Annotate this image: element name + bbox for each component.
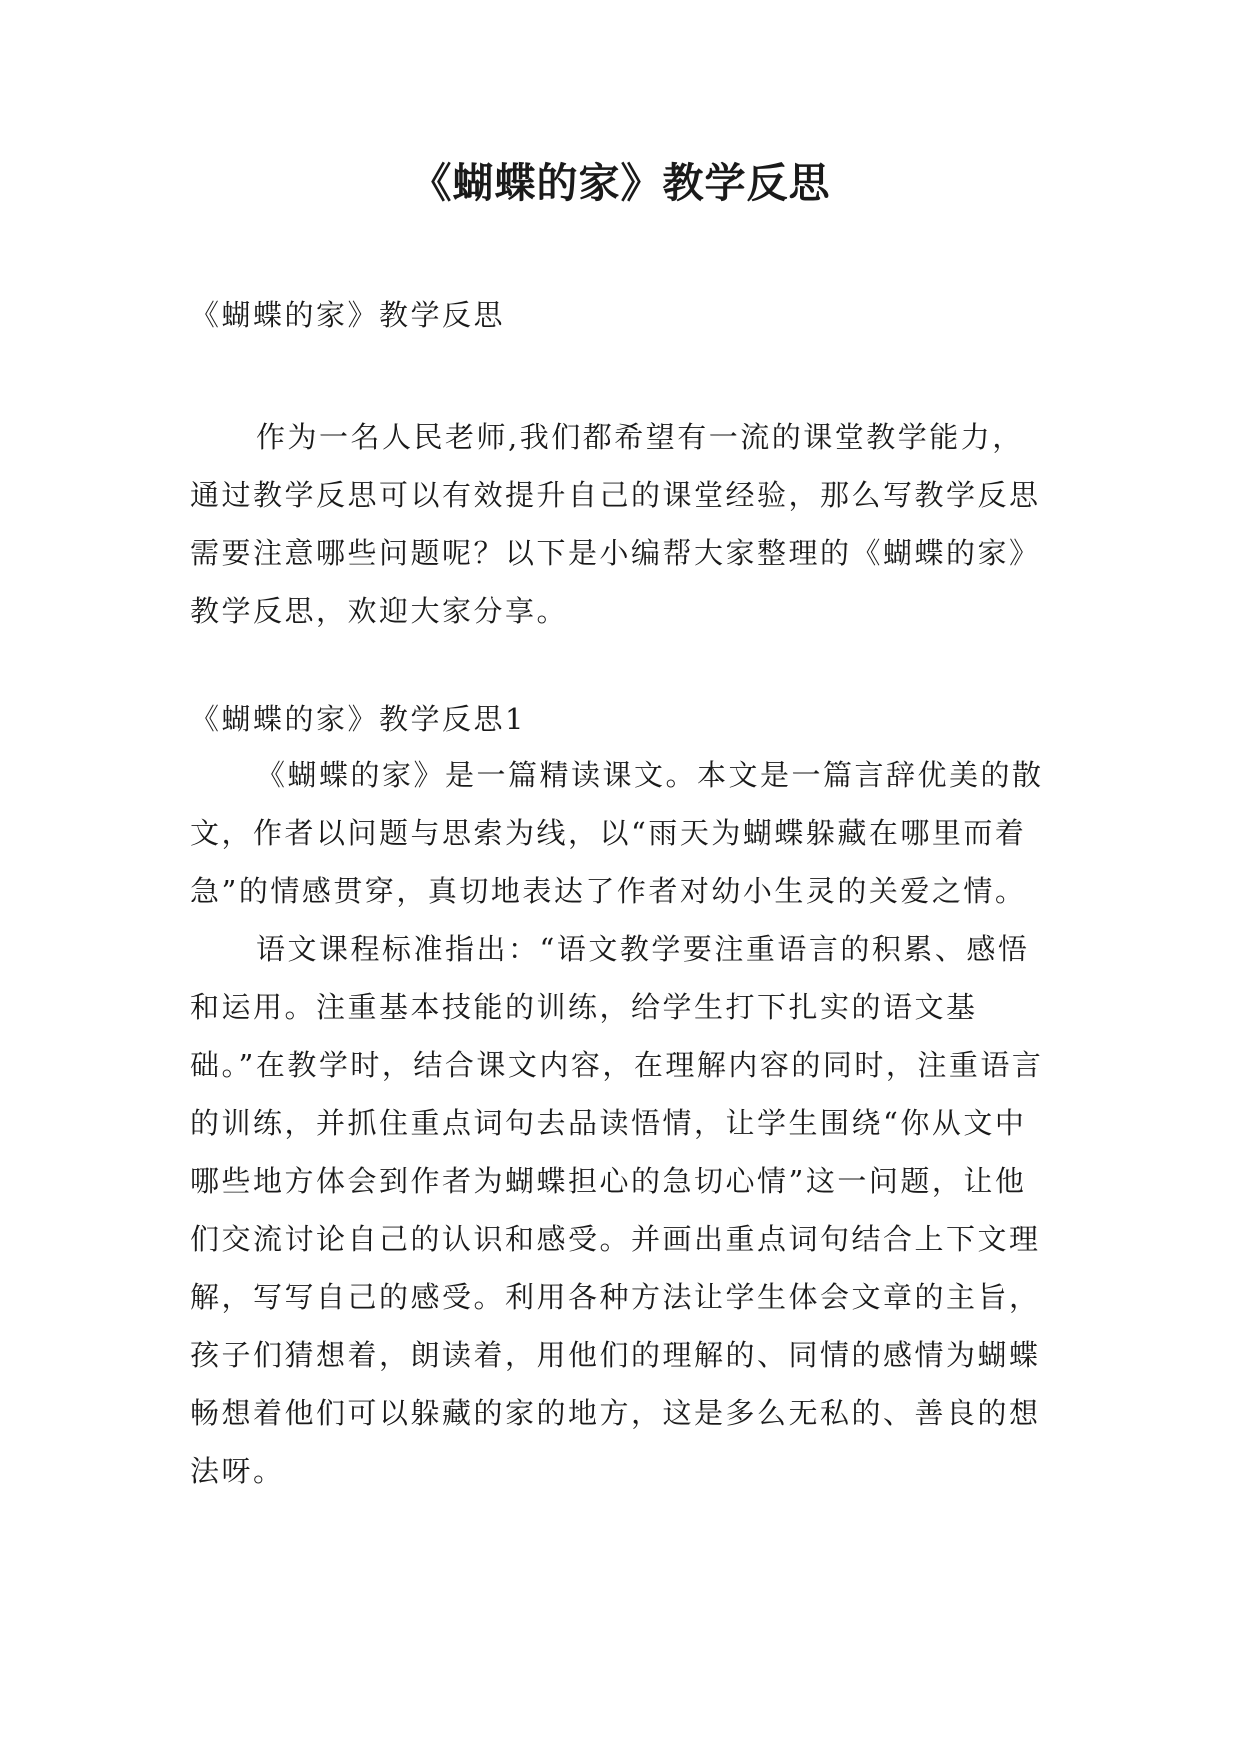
intro-paragraph: 作为一名人民老师,我们都希望有一流的课堂教学能力，通过教学反思可以有效提升自己的课堂经验，那么写教学反思需要注意哪些问题呢？以下是小编帮大家整理的《蝴蝶的家》教学反思，欢迎大家分享。 — [190, 420, 1041, 628]
section-body — [190, 746, 1052, 1500]
intro-block — [190, 408, 1052, 640]
section-heading-block — [190, 690, 1052, 748]
section-paragraph: 《蝴蝶的家》是一篇精读课文。本文是一篇言辞优美的散文，作者以问题与思索为线，以“雨天为蝴蝶躲藏在哪里而着急”的情感贯穿，真切地表达了作者对幼小生灵的关爱之情。 — [190, 758, 1044, 908]
document-subtitle: 《蝴蝶的家》教学反思 — [190, 298, 506, 332]
document-subtitle-block — [190, 286, 1052, 344]
document-title: 《蝴蝶的家》教学反思 — [410, 159, 831, 207]
section-heading: 《蝴蝶的家》教学反思1 — [190, 702, 526, 736]
section-paragraph: 语文课程标准指出：“语文教学要注重语言的积累、感悟和运用。注重基本技能的训练，给学生打下扎实的语文基础。”在教学时，结合课文内容，在理解内容的同时，注重语言的训练，并抓住重点词句去品读悟情，让学生围绕“你从文中哪些地方体会到作者为蝴蝶担心的急切心情”这一问题，让他们交流讨论自己的认识和感受。并画出重点词句结合上下文理解，写写自己的感受。利用各种方法让学生体会文章的主旨，孩子们猜想着，朗读着，用他们的理解的、同情的感情为蝴蝶畅想着他们可以躲藏的家的地方，这是多么无私的、善良的想法呀。 — [190, 932, 1044, 1488]
